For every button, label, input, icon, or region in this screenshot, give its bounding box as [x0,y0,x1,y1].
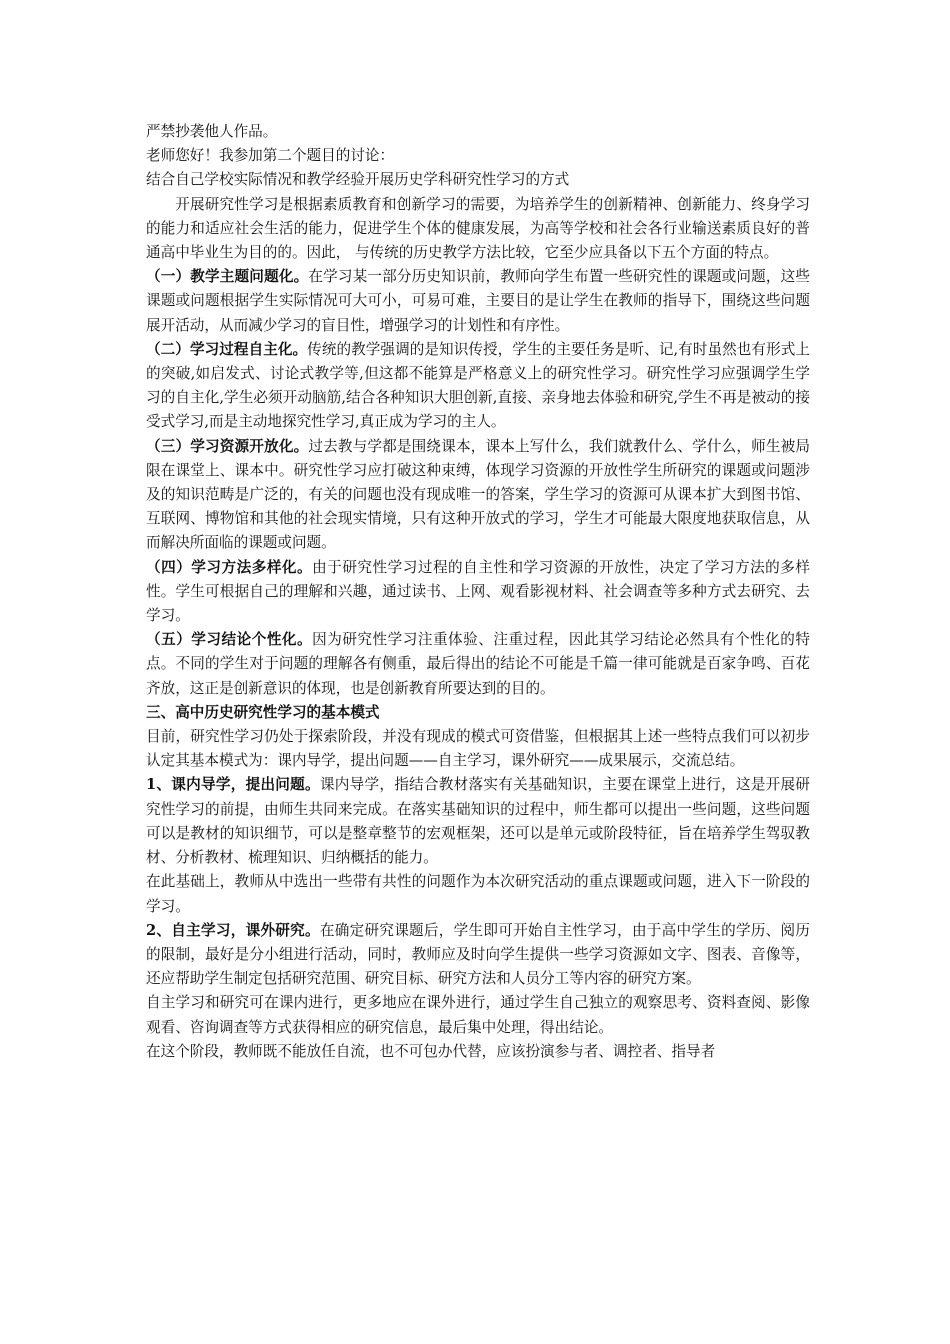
feature-title: （三）学习资源开放化。 [146,437,309,455]
feature-title: （一）教学主题问题化。 [146,268,309,286]
feature-text: 在学习某一部分历史知识前，教师向学生布置一些研究性的课题或问题，这些课题或问题根据学生实际情况可大可小，可易可难，主要目的是让学生在教师的指导下，围绕这些问题展开活动，从而减少学习的盲目性，增强学习的计划性和有序性。 [146,268,810,334]
feature-paragraph-5 [146,628,810,701]
step1-paragraph-2: 在此基础上，教师从中选出一些带有共性的问题作为本次研究活动的重点课题或问题，进入下一阶段的学习。 [146,873,810,915]
feature-text: 因为研究性学习注重体验、注重过程，因此其学习结论必然具有个性化的特点。不同的学生对于问题的理解各有侧重，最后得出的结论不可能是千篇一律可能就是百家争鸣、百花齐放，这正是创新意识的体现，也是创新教育所要达到的目的。 [146,631,810,697]
step2-text: 在确定研究课题后，学生即可开始自主性学习，由于高中学生的学历、阅历的限制，最好是分小组进行活动，同时，教师应及时向学生提供一些学习资源如文字、图表、音像等，还应帮助学生制定包括研究范围、研究目标、研究方法和人员分工等内容的研究方案。 [146,921,810,988]
feature-title: （四）学习方法多样化。 [146,558,313,576]
feature-paragraph-3 [146,435,810,556]
greeting-line: 老师您好！我参加第二个题目的讨论： [146,147,395,165]
step1-paragraph [146,773,810,870]
section3-intro: 目前，研究性学习仍处于探索阶段，并没有现成的模式可资借鉴，但根据其上述一些特点我们可以初步认定其基本模式为：课内导学，提出问题——自主学习，课外研究——成果展示，交流总结。 [146,728,810,770]
step1-text: 课内导学，指结合教材落实有关基础知识，主要在课堂上进行，这是开展研究性学习的前提，由师生共同来完成。在落实基础知识的过程中，师生都可以提出一些问题，这些问题可以是教材的知识细节，可以是整章整节的宏观框架，还可以是单元或阶段特征，旨在培养学生驾驭教材、分析教材、梳理知识、归纳概括的能力。 [146,776,810,867]
step2-paragraph [146,919,810,992]
feature-title: （二）学习过程自主化。 [146,340,308,358]
section3-heading: 三、高中历史研究性学习的基本模式 [146,703,380,721]
intro-paragraph: 开展研究性学习是根据素质教育和创新学习的需要，为培养学生的创新精神、创新能力、终身学习的能力和适应社会生活的能力，促进学生个体的健康发展，为高等学校和社会各行业输送素质良好的普通高中毕业生为目的的。因此， 与传统的历史教学方法比较，它至少应具备以下五个方面的特点。 [146,195,810,262]
feature-paragraph-4 [146,556,810,629]
step2-paragraph-2: 自主学习和研究可在课内进行，更多地应在课外进行，通过学生自己独立的观察思考、资料查阅、影像观看、咨询调查等方式获得相应的研究信息，最后集中处理，得出结论。 [146,994,810,1036]
feature-text: 传统的教学强调的是知识传授，学生的主要任务是听、记,有时虽然也有形式上的突破,如启发式、讨论式教学等,但这都不能算是严格意义上的研究性学习。研究性学习应强调学生学习的自主化,学生必须开动脑筋,结合各种知识大胆创新,直接、亲身地去体验和研究,学生不再是被动的接受式学习,而是主动地探究性学习,真正成为学习的主人。 [146,340,810,431]
step2-paragraph-3: 在这个阶段，教师既不能放任自流，也不可包办代替，应该扮演参与者、调控者、指导者 [146,1042,716,1060]
feature-title: （五）学习结论个性化。 [146,631,313,649]
feature-text: 由于研究性学习过程的自主性和学习资源的开放性，决定了学习方法的多样性。学生可根据自己的理解和兴趣，通过读书、上网、观看影视材料、社会调查等多种方式去研究、去学习。 [146,558,810,625]
feature-text: 过去教与学都是围绕课本，课本上写什么，我们就教什么、学什么，师生被局限在课堂上、课本中。研究性学习应打破这种束缚，体现学习资源的开放性学生所研究的课题或问题涉及的知识范畴是广泛的，有关的问题也没有现成唯一的答案，学生学习的资源可从课本扩大到图书馆、互联网、博物馆和其他的社会现实情境，只有这种开放式的学习，学生才可能最大限度地获取信息，从而解决所面临的课题或问题。 [146,437,810,552]
feature-paragraph-2 [146,338,810,435]
notice-line: 严禁抄袭他人作品。 [146,123,278,140]
step2-title: 2、自主学习，课外研究。 [146,921,320,939]
topic-line: 结合自己学校实际情况和教学经验开展历史学科研究性学习的方式 [146,171,570,189]
step1-title: 1、课内导学，提出问题。 [146,776,320,794]
feature-paragraph-1 [146,265,810,338]
document-body [146,120,810,1064]
